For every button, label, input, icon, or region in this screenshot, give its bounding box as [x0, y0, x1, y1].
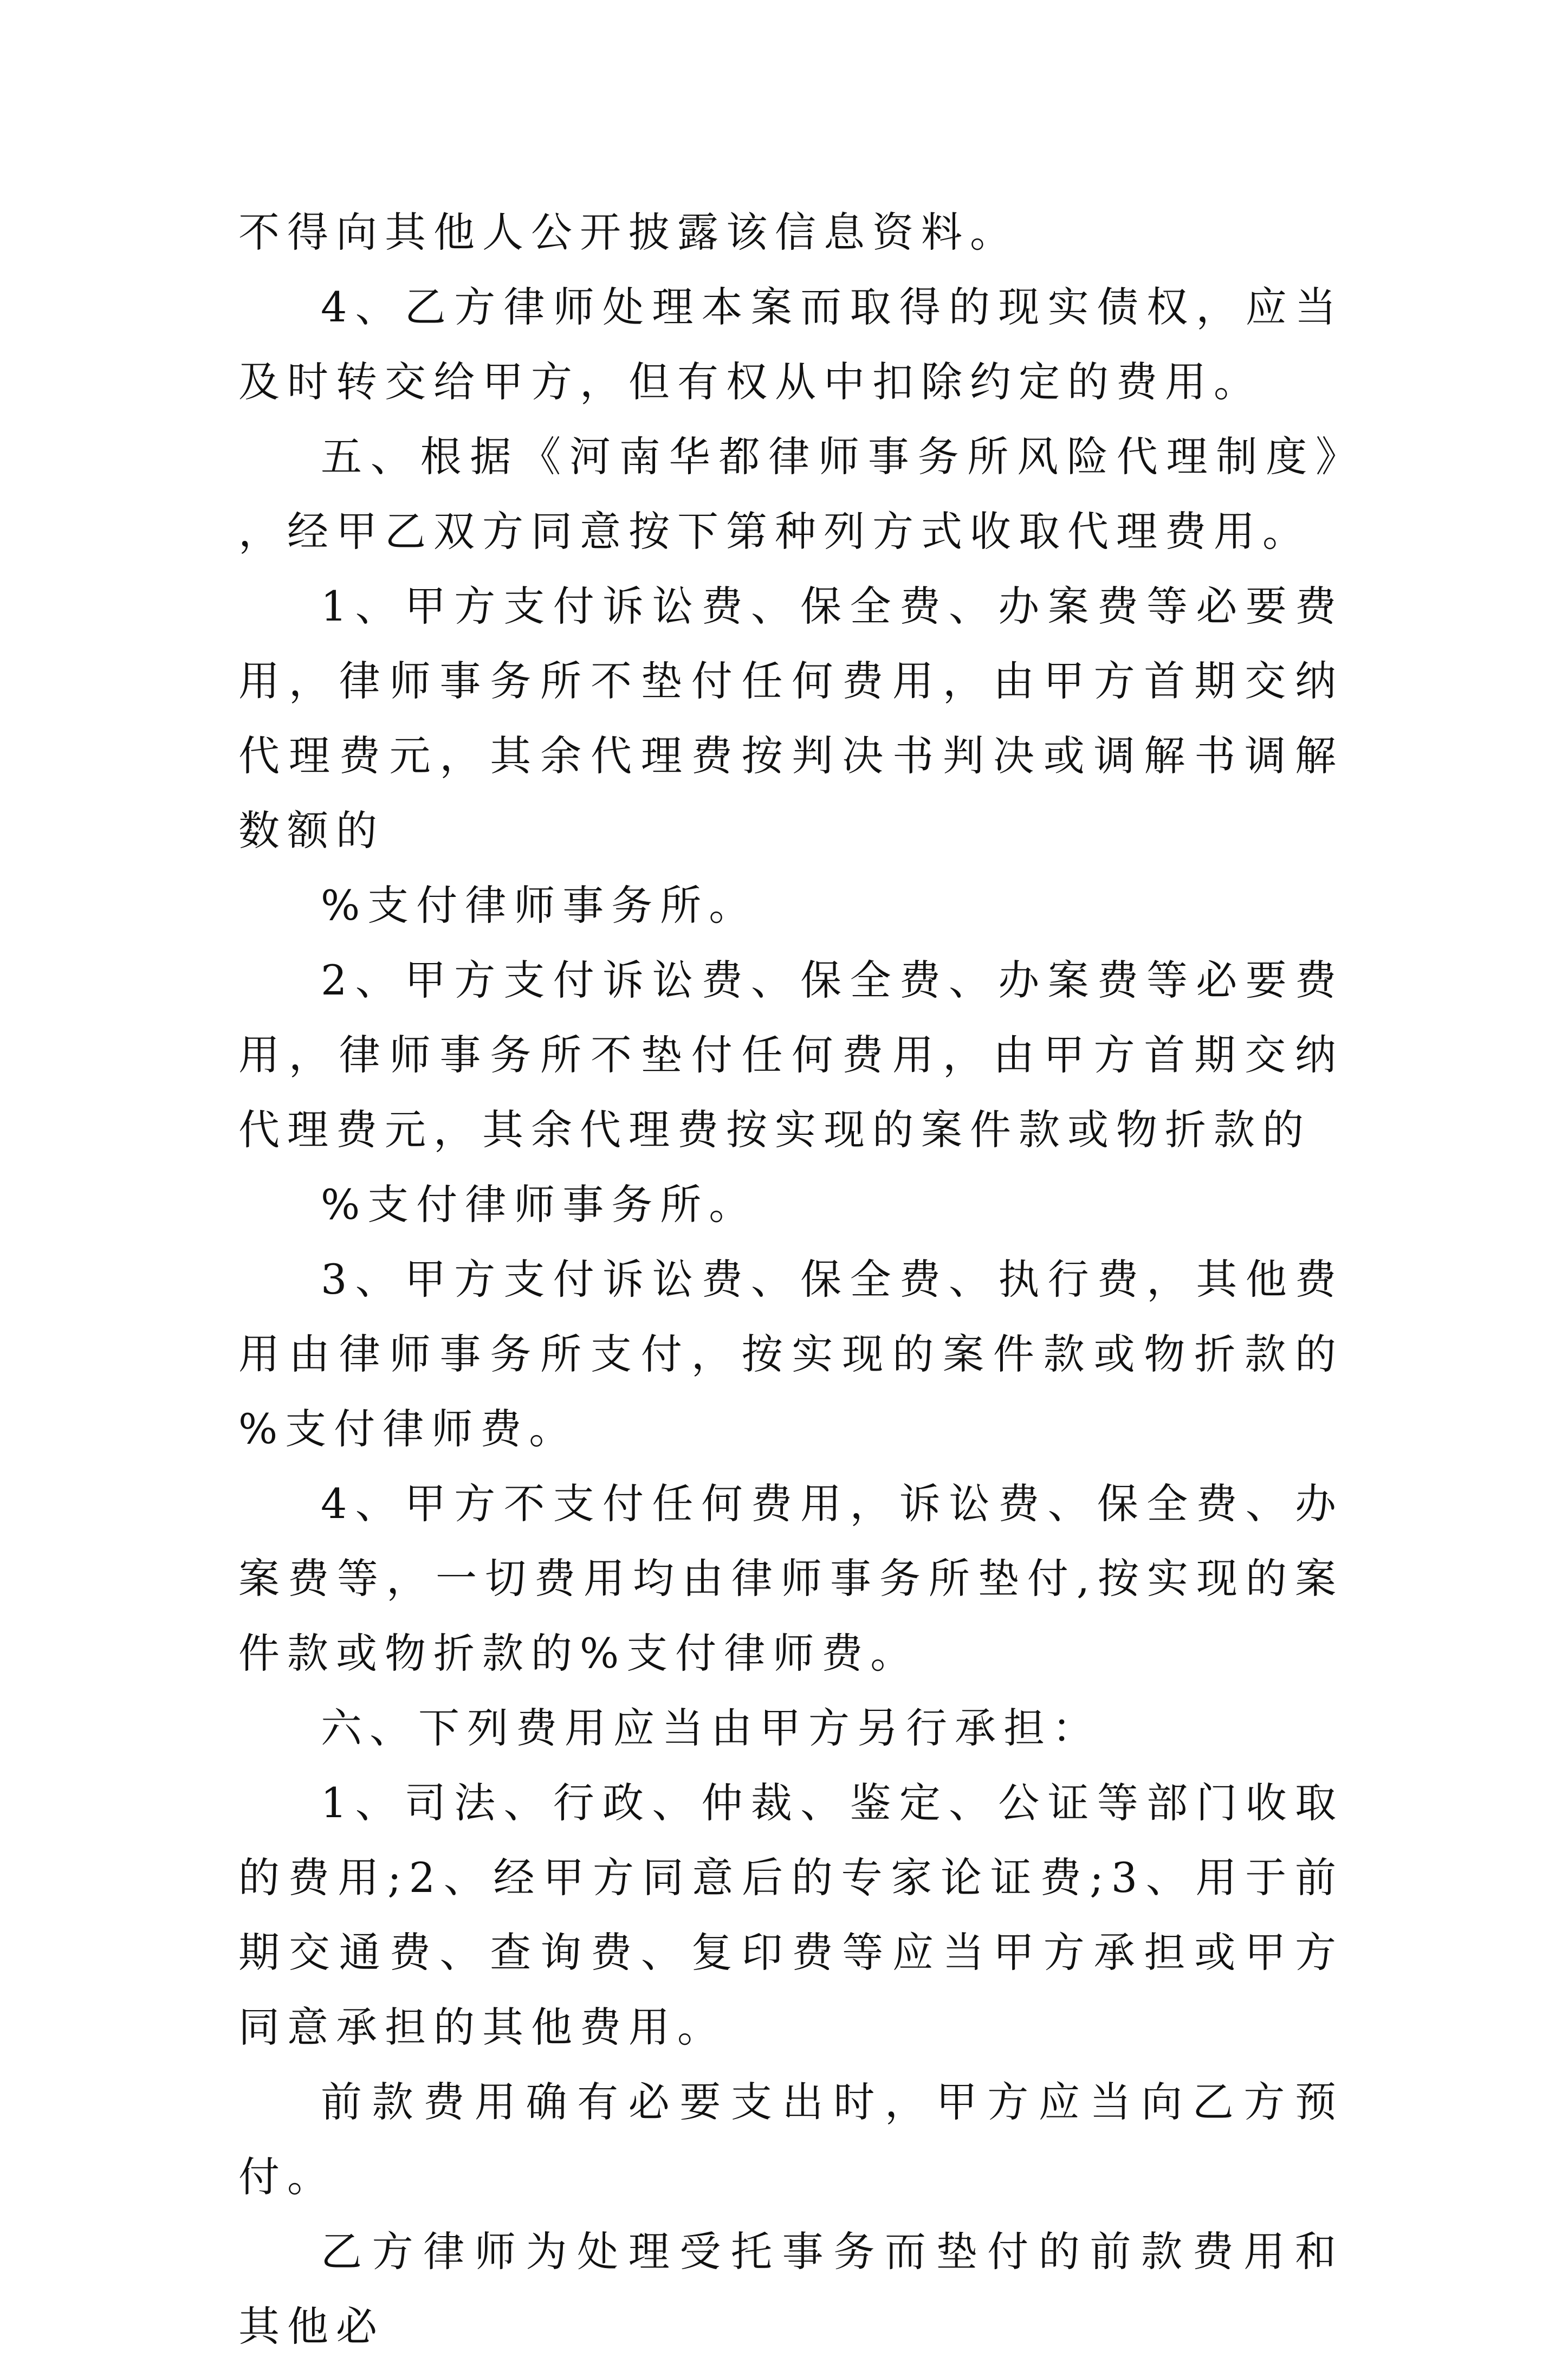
document-body: [238, 195, 1344, 2364]
paragraph-10: 六、下列费用应当由甲方另行承担：: [321, 1704, 1101, 1752]
paragraph-3: 五、根据《河南华都律师事务所风险代理制度》，经甲乙双方同意按下第种列方式收取代理费用。: [238, 432, 1344, 556]
paragraph-13: 乙方律师为处理受托事务而垫付的前款费用和其他必: [238, 2227, 1344, 2350]
paragraph-7: %支付律师事务所。: [321, 1180, 758, 1229]
paragraph-4: 1、甲方支付诉讼费、保全费、办案费等必要费用，律师事务所不垫付任何费用，由甲方首期交纳代理费元，其余代理费按判决书判决或调解书调解数额的: [238, 582, 1344, 855]
paragraph-2: 4、乙方律师处理本案而取得的现实债权，应当及时转交给甲方，但有权从中扣除约定的费用。: [238, 283, 1344, 406]
paragraph-11: 1、司法、行政、仲裁、鉴定、公证等部门收取的费用;2、经甲方同意后的专家论证费;3、用于前期交通费、查询费、复印费等应当甲方承担或甲方同意承担的其他费用。: [238, 1779, 1344, 2051]
paragraph-1: 不得向其他人公开披露该信息资料。: [238, 208, 1019, 256]
paragraph-6: 2、甲方支付诉讼费、保全费、办案费等必要费用，律师事务所不垫付任何费用，由甲方首期交纳代理费元，其余代理费按实现的案件款或物折款的: [238, 956, 1344, 1154]
paragraph-9: 4、甲方不支付任何费用，诉讼费、保全费、办案费等，一切费用均由律师事务所垫付,按实现的案件款或物折款的%支付律师费。: [238, 1480, 1344, 1677]
paragraph-12: 前款费用确有必要支出时，甲方应当向乙方预付。: [238, 2078, 1344, 2201]
paragraph-5: %支付律师事务所。: [321, 881, 758, 929]
paragraph-8: 3、甲方支付诉讼费、保全费、执行费，其他费用由律师事务所支付，按实现的案件款或物折款的%支付律师费。: [238, 1255, 1344, 1453]
